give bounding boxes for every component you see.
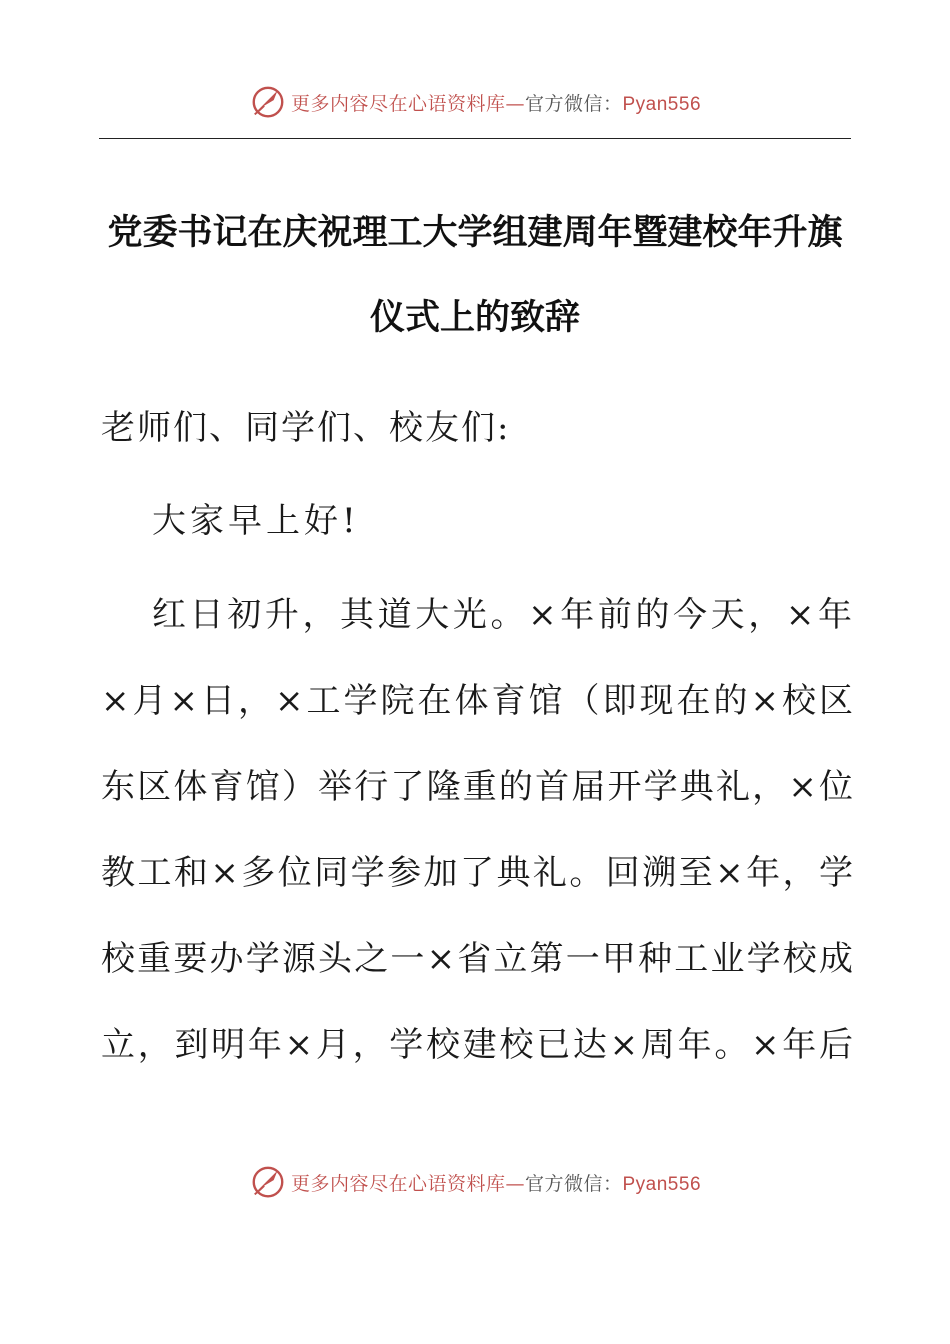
paragraph-line: 立，到明年×月，学校建校已达×周年。×年后 [101, 1025, 853, 1065]
banner-wechat-label: 官方微信： [524, 1172, 623, 1195]
paragraph-line: 教工和×多位同学参加了典礼。回溯至×年，学 [101, 853, 853, 893]
quill-pen-logo-icon [249, 1163, 287, 1201]
banner-dash: — [505, 1172, 525, 1195]
footer-banner [0, 1160, 950, 1204]
header-banner [0, 80, 950, 124]
salutation: 老师们、同学们、校友们: [101, 408, 511, 448]
banner-text [291, 89, 701, 116]
document-title-line-2: 仪式上的致辞 [369, 298, 580, 338]
banner-main-text: 更多内容尽在心语资料库 [290, 1172, 506, 1195]
banner-wechat-label: 官方微信： [524, 92, 623, 115]
quill-pen-logo-icon [249, 83, 287, 121]
banner-text [291, 1169, 701, 1196]
paragraph-line: ×月×日，×工学院在体育馆（即现在的×校区 [101, 681, 853, 721]
banner-wechat-id: Pyan556 [622, 93, 702, 115]
paragraph-line: 东区体育馆）举行了隆重的首届开学典礼，×位 [101, 767, 853, 807]
greeting: 大家早上好! [152, 501, 360, 541]
banner-dash: — [505, 92, 525, 115]
banner-main-text: 更多内容尽在心语资料库 [290, 92, 506, 115]
banner-wechat-id: Pyan556 [622, 1173, 702, 1195]
document-title-line-1: 党委书记在庆祝理工大学组建周年暨建校年升旗 [107, 213, 843, 253]
header-divider [99, 138, 851, 139]
paragraph-line: 校重要办学源头之一×省立第一甲种工业学校成 [101, 939, 853, 979]
paragraph-line: 红日初升，其道大光。×年前的今天，×年 [152, 595, 852, 635]
